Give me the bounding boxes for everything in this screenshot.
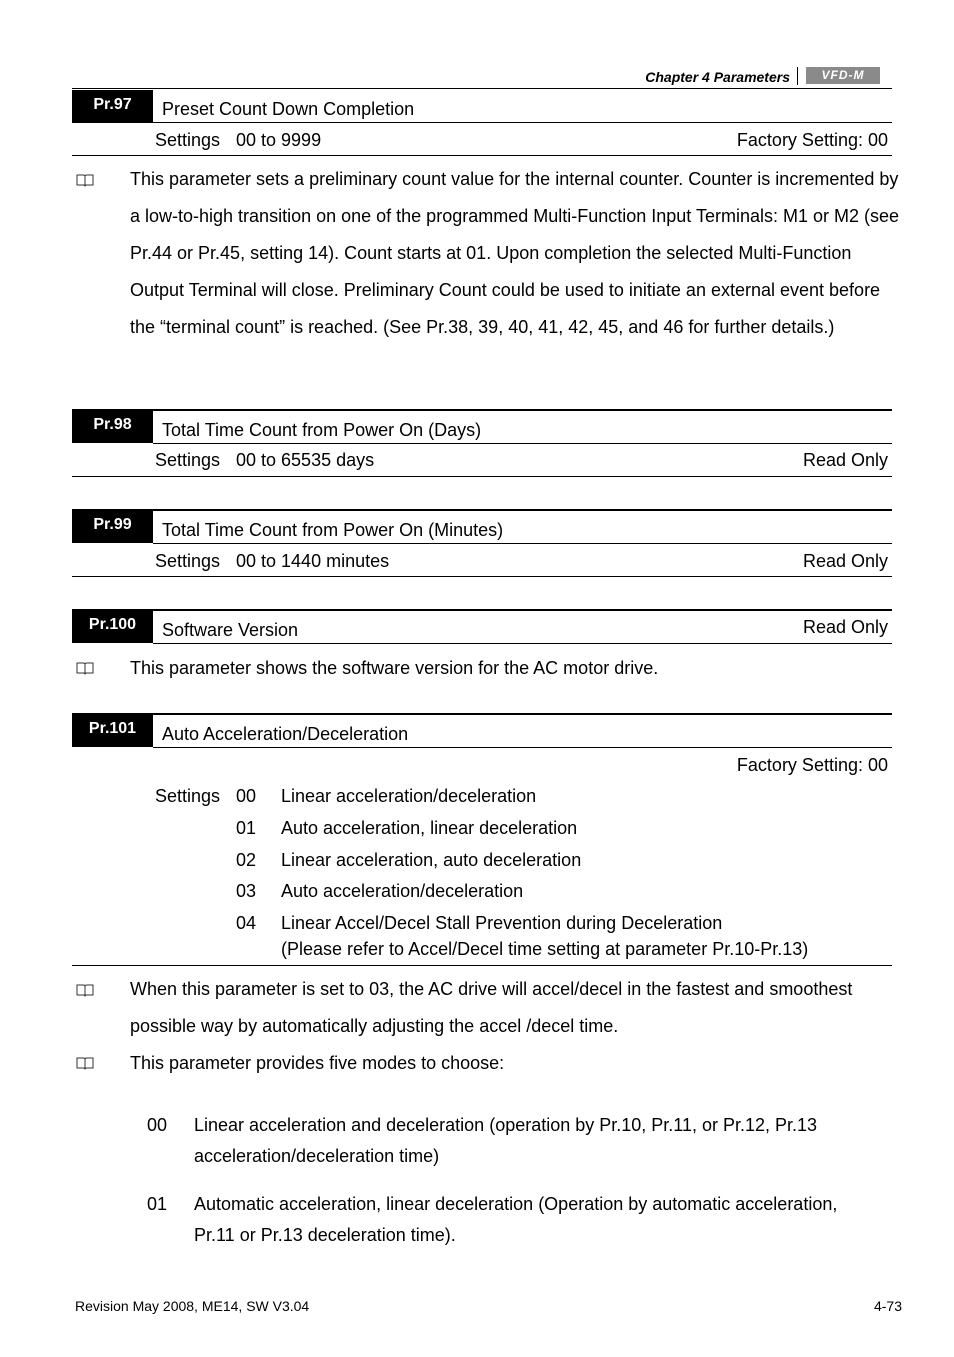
read-only-label: Read Only — [802, 617, 888, 637]
note-pr101-1: When this parameter is set to 03, the AC drive will accel/decel in the fastest and smoothest possible way by automatically adjusting the accel /decel time. — [130, 979, 853, 1036]
param-title-pr101: Auto Acceleration/Deceleration — [162, 724, 409, 744]
book-note-icon — [76, 983, 94, 997]
factory-setting: Factory Setting: 00 — [736, 130, 888, 150]
option-code: 00 — [236, 786, 257, 806]
title-rule — [153, 443, 892, 444]
title-rule — [153, 122, 892, 123]
factory-setting: Factory Setting: 00 — [736, 755, 888, 775]
chapter-header: Chapter 4 Parameters — [645, 69, 790, 85]
title-rule — [153, 643, 892, 644]
note-pr101-2: This parameter provides five modes to choose: — [130, 1053, 505, 1073]
param-tag-pr97: Pr.97 — [72, 90, 153, 123]
section-top-rule — [72, 509, 892, 511]
title-rule — [153, 747, 892, 748]
footer-revision: Revision May 2008, ME14, SW V3.04 — [75, 1298, 310, 1314]
param-title-pr99: Total Time Count from Power On (Minutes) — [162, 520, 504, 540]
option-desc: Linear acceleration, auto deceleration — [281, 850, 582, 870]
option-code: 02 — [236, 850, 257, 870]
section-rule — [72, 576, 892, 577]
section-top-rule — [72, 609, 892, 611]
settings-range: 00 to 1440 minutes — [236, 551, 390, 571]
option-desc-continued: (Please refer to Accel/Decel time setting at parameter Pr.10-Pr.13) — [281, 939, 809, 959]
note-pr100: This parameter shows the software version for the AC motor drive. — [130, 658, 659, 678]
book-note-icon — [76, 1056, 94, 1070]
param-tag-pr101: Pr.101 — [72, 714, 153, 747]
title-rule — [153, 543, 892, 544]
option-code: 04 — [236, 913, 257, 933]
vfd-m-logo: VFD-M — [806, 67, 880, 84]
option-desc: Linear Accel/Decel Stall Prevention during Deceleration — [281, 913, 723, 933]
mode-desc-continued: acceleration/deceleration time) — [194, 1146, 440, 1166]
option-code: 01 — [236, 818, 257, 838]
note-pr97: This parameter sets a preliminary count value for the internal counter. Counter is incremented by a low-to-high transition on one of the programmed Multi-Function Input Terminals: M1 or M2 (see Pr.44 or Pr.45, setting 14). Count starts at 01. Upon completion the selected Multi-Function Output Terminal will close. Preliminary Count could be used to initiate an external event before the “terminal count” is reached. (See Pr.38, 39, 40, 41, 42, 45, and 46 for further details.) — [130, 169, 900, 337]
mode-desc: Linear acceleration and deceleration (operation by Pr.10, Pr.11, or Pr.12, Pr.13 — [194, 1115, 818, 1135]
section-rule — [72, 155, 892, 156]
param-tag-pr99: Pr.99 — [72, 510, 153, 543]
param-tag-pr98: Pr.98 — [72, 410, 153, 443]
read-only-label: Read Only — [802, 551, 888, 571]
option-code: 03 — [236, 881, 257, 901]
param-title-pr97: Preset Count Down Completion — [162, 99, 415, 119]
param-tag-pr100: Pr.100 — [72, 610, 153, 643]
header-rule — [72, 88, 892, 89]
mode-code: 01 — [147, 1194, 168, 1214]
mode-desc-continued: Pr.11 or Pr.13 deceleration time). — [194, 1225, 456, 1245]
section-top-rule — [72, 409, 892, 411]
option-desc: Linear acceleration/deceleration — [281, 786, 537, 806]
section-rule — [72, 476, 892, 477]
mode-desc: Automatic acceleration, linear deceleration (Operation by automatic acceleration, — [194, 1194, 838, 1214]
settings-range: 00 to 9999 — [236, 130, 322, 150]
settings-label: Settings — [155, 130, 221, 150]
header-separator — [797, 67, 798, 85]
book-note-icon — [76, 173, 94, 187]
settings-label: Settings — [155, 786, 221, 806]
settings-range: 00 to 65535 days — [236, 450, 375, 470]
param-title-pr100: Software Version — [162, 620, 299, 640]
settings-label: Settings — [155, 450, 221, 470]
read-only-label: Read Only — [802, 450, 888, 470]
param-title-pr98: Total Time Count from Power On (Days) — [162, 420, 482, 440]
mode-code: 00 — [147, 1115, 168, 1135]
section-top-rule — [72, 713, 892, 715]
option-desc: Auto acceleration/deceleration — [281, 881, 524, 901]
option-desc: Auto acceleration, linear deceleration — [281, 818, 578, 838]
section-rule — [72, 965, 892, 966]
settings-label: Settings — [155, 551, 221, 571]
book-note-icon — [76, 661, 94, 675]
page-number: 4-73 — [873, 1298, 902, 1314]
